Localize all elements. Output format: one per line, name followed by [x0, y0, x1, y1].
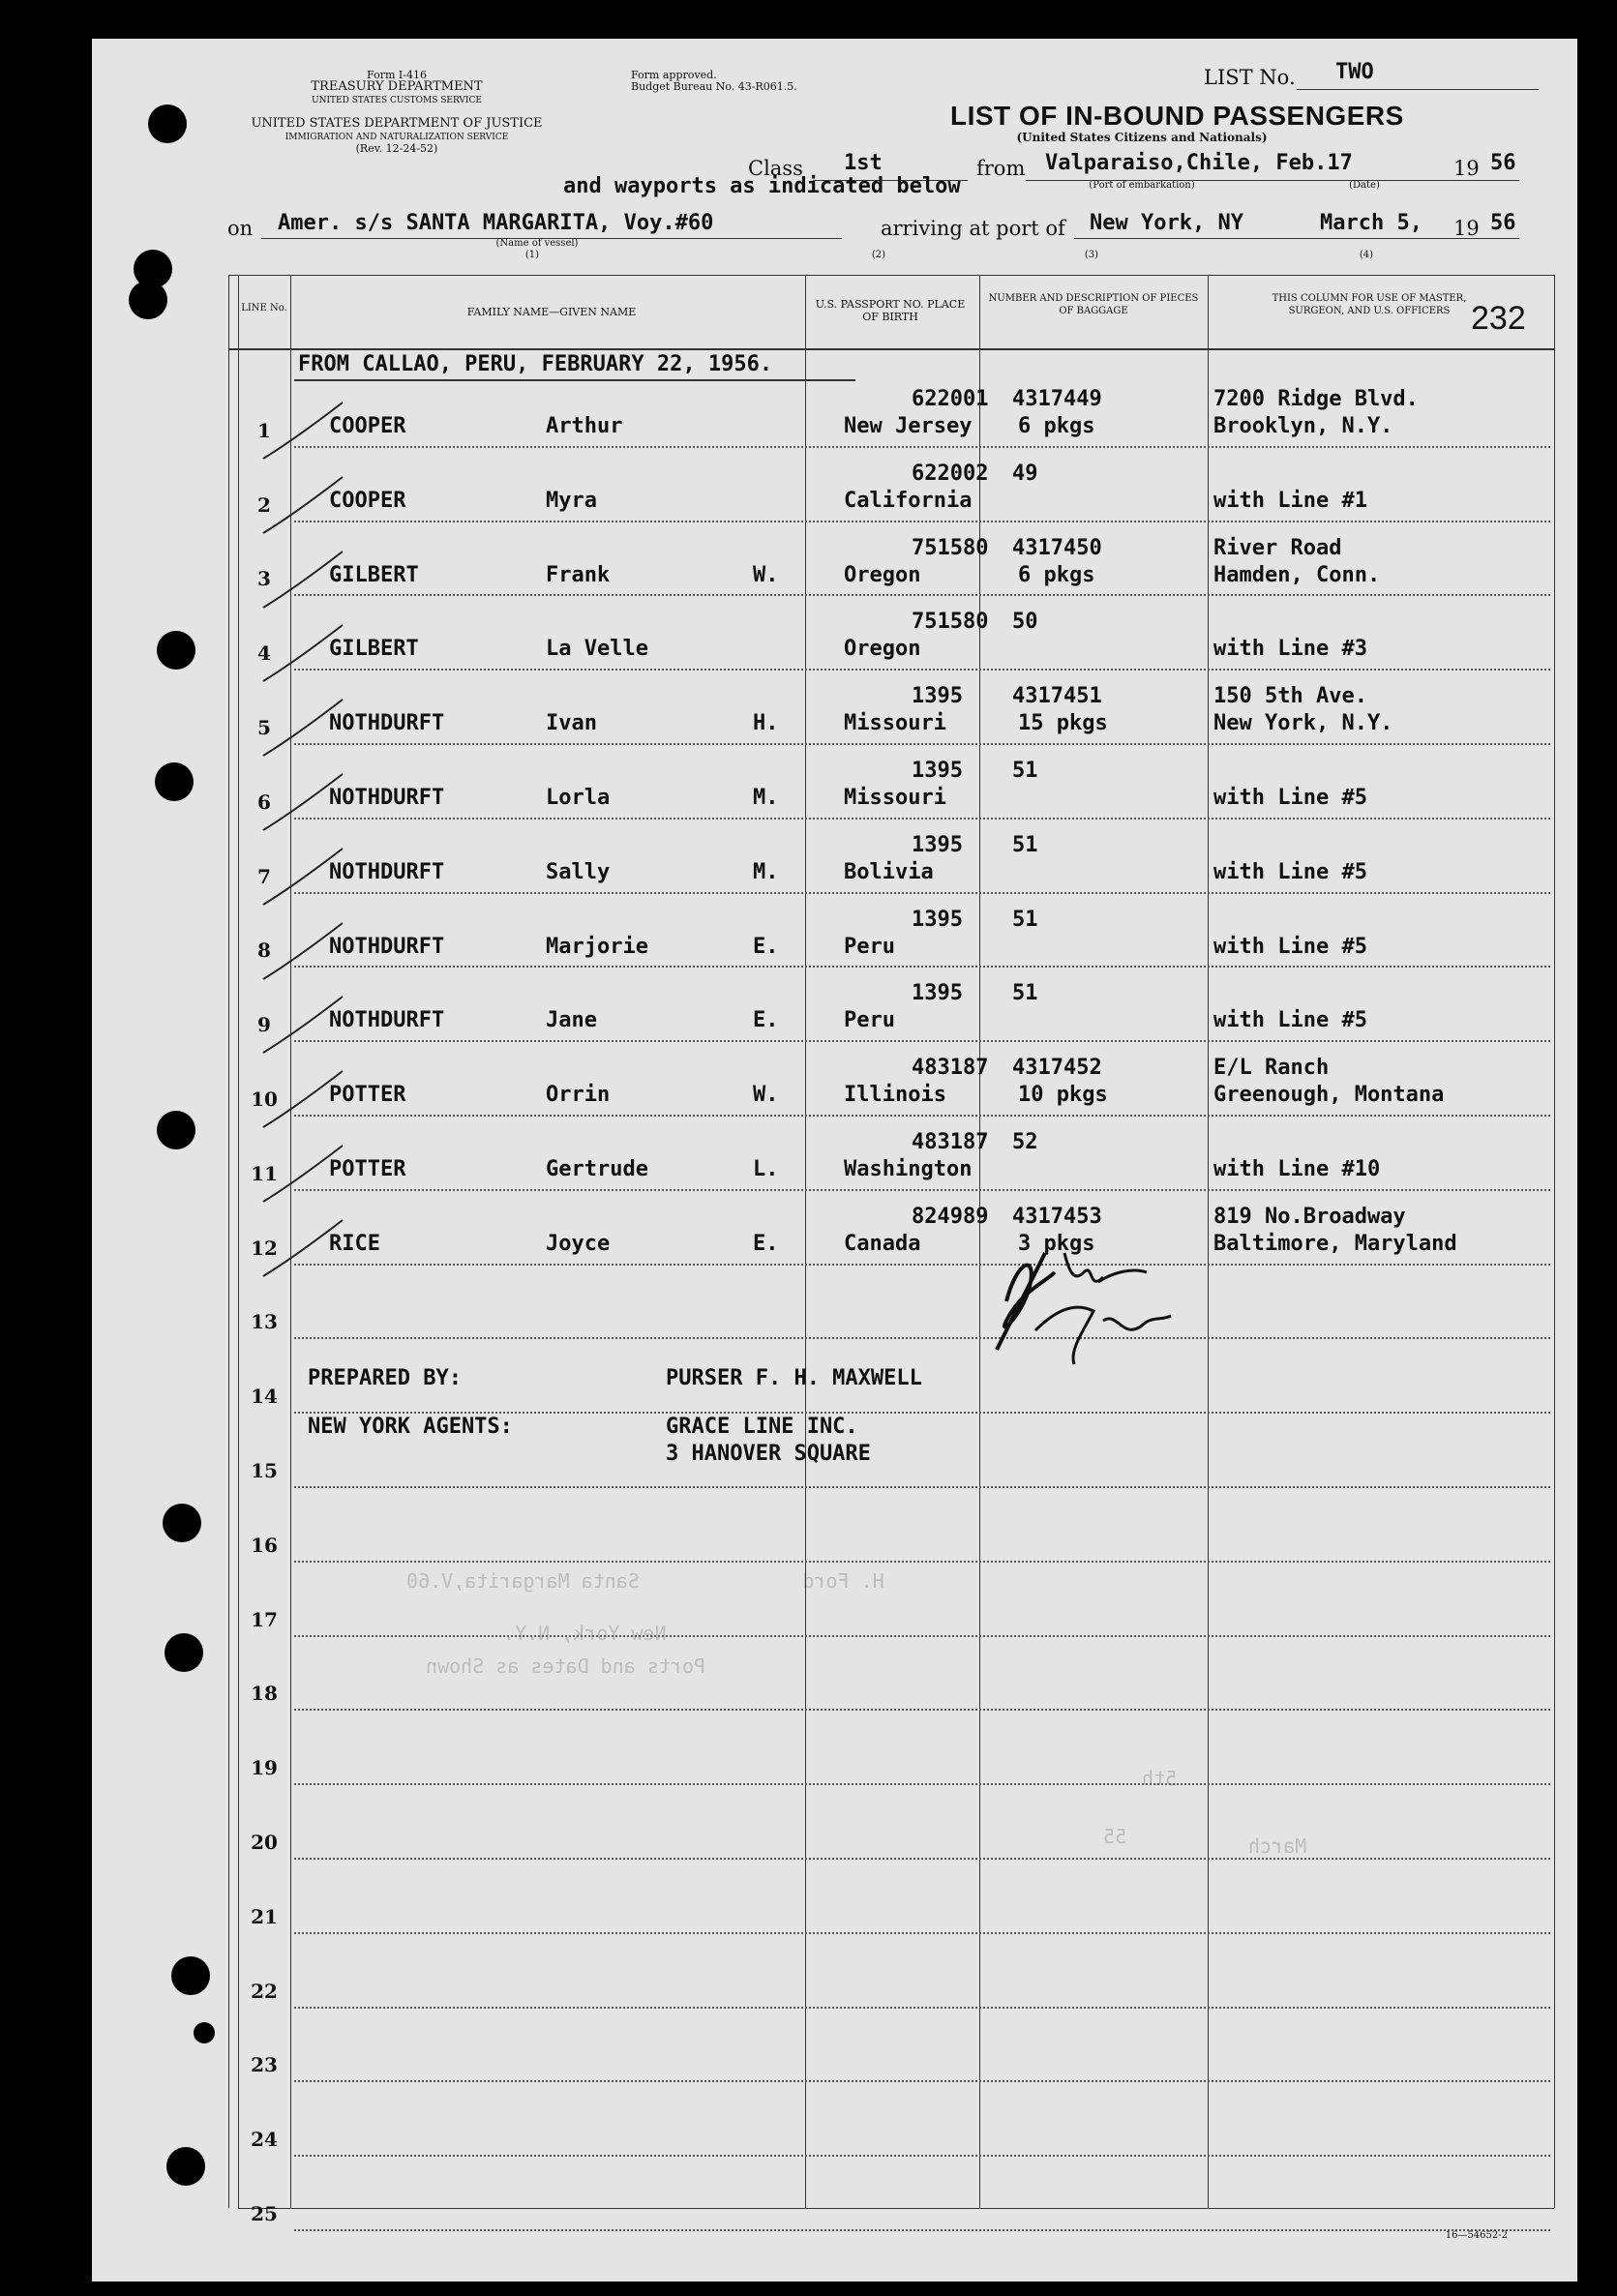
middle-initial: W. — [753, 562, 779, 587]
baggage-description: 6 pkgs — [1018, 562, 1095, 587]
page-number: 232 — [1471, 300, 1526, 337]
budget-bureau-number: Budget Bureau No. 43-R061.5. — [631, 80, 797, 93]
place-of-birth: Canada — [844, 1231, 921, 1256]
place-of-birth: Bolivia — [844, 859, 934, 884]
passport-number: 1395 — [912, 759, 963, 783]
place-of-birth: New Jersey — [844, 414, 973, 438]
column-line-no: LINE No. — [241, 303, 287, 313]
place-of-birth: California — [844, 488, 973, 513]
handwritten-signature — [977, 1214, 1181, 1379]
check-mark — [259, 619, 346, 687]
family-name: GILBERT — [329, 637, 419, 662]
family-name: POTTER — [329, 1157, 406, 1181]
line-number: 2 — [257, 492, 271, 517]
officer-remark-line-2: Brooklyn, N.Y. — [1213, 414, 1393, 438]
caption-4: (4) — [1359, 250, 1374, 260]
line-number: 7 — [257, 864, 271, 888]
column-officers: THIS COLUMN FOR USE OF MASTER, SURGEON, AND U.S. OFFICERS — [1272, 293, 1467, 316]
port-of-embarkation: Valparaiso,Chile, Feb.17 — [1045, 151, 1353, 175]
form-approved: Form approved. — [631, 69, 717, 81]
line-number: 19 — [251, 1756, 278, 1780]
wayports-note: and wayports as indicated below — [563, 174, 961, 198]
punch-hole — [157, 1111, 195, 1149]
punch-hole — [165, 1633, 203, 1672]
row-rule — [294, 1115, 1550, 1117]
check-mark — [259, 471, 346, 539]
vessel-caption: (Name of vessel) — [495, 238, 579, 249]
middle-initial: L. — [753, 1157, 779, 1181]
page-title: LIST OF IN-BOUND PASSENGERS — [950, 101, 1404, 131]
passport-number: 483187 — [912, 1130, 989, 1154]
arrival-date: March 5, — [1320, 211, 1422, 235]
given-name: Myra — [546, 488, 597, 513]
baggage-number: 4317449 — [1012, 387, 1102, 411]
port-embarkation-caption: (Port of embarkation) — [1089, 180, 1195, 191]
check-mark — [259, 991, 346, 1059]
passport-number: 1395 — [912, 907, 963, 932]
class-label: Class — [748, 157, 803, 180]
given-name: Joyce — [546, 1231, 611, 1256]
place-of-birth: Peru — [844, 934, 895, 959]
class-value: 1st — [844, 151, 883, 175]
line-number: 25 — [251, 2202, 278, 2225]
check-mark — [259, 1065, 346, 1133]
passport-number: 824989 — [912, 1204, 989, 1229]
middle-initial: E. — [753, 934, 779, 959]
from-label: from — [976, 157, 1026, 180]
baggage-number: 4317453 — [1012, 1204, 1102, 1229]
officer-remark-line-1: River Road — [1213, 535, 1342, 560]
baggage-description: 15 pkgs — [1018, 711, 1108, 736]
check-mark — [259, 768, 346, 836]
row-rule — [294, 1783, 1550, 1785]
given-name: Marjorie — [546, 934, 648, 959]
place-of-birth: Illinois — [844, 1083, 946, 1108]
prepared-by-value: PURSER F. H. MAXWELL — [666, 1366, 922, 1390]
row-rule — [294, 669, 1550, 671]
customs-service: UNITED STATES CUSTOMS SERVICE — [312, 96, 482, 105]
passport-number: 622002 — [912, 461, 989, 486]
given-name: Orrin — [546, 1083, 611, 1108]
row-rule — [294, 1486, 1550, 1488]
middle-initial: H. — [753, 711, 779, 736]
naturalization-service: IMMIGRATION AND NATURALIZATION SERVICE — [284, 133, 509, 142]
place-of-birth: Peru — [844, 1008, 895, 1033]
line-number: 1 — [257, 418, 271, 442]
given-name: Lorla — [546, 786, 611, 810]
punch-hole — [129, 281, 167, 319]
line-number: 13 — [251, 1310, 278, 1334]
passport-number: 751580 — [912, 535, 989, 560]
caption-1: (1) — [524, 250, 540, 260]
given-name: Gertrude — [546, 1157, 648, 1181]
row-rule — [294, 1858, 1550, 1860]
passport-number: 1395 — [912, 832, 963, 857]
row-rule — [294, 1264, 1550, 1266]
officer-remark-line-1: 150 5th Ave. — [1213, 684, 1367, 709]
baggage-number: 4317450 — [1012, 535, 1102, 560]
date-caption: (Date) — [1349, 180, 1380, 191]
line-number: 8 — [257, 939, 271, 963]
baggage-description: 6 pkgs — [1018, 414, 1095, 438]
given-name: Frank — [546, 562, 611, 587]
line-number: 4 — [257, 641, 271, 666]
family-name: POTTER — [329, 1083, 406, 1108]
family-name: COOPER — [329, 414, 406, 438]
family-name: RICE — [329, 1231, 380, 1256]
baggage-description: 3 pkgs — [1018, 1231, 1095, 1256]
passport-number: 622001 — [912, 387, 989, 411]
baggage-number: 4317451 — [1012, 684, 1102, 709]
check-mark — [259, 546, 346, 613]
line-number: 18 — [251, 1682, 278, 1706]
check-mark — [259, 1214, 346, 1282]
footer-code: 16—54652-2 — [1445, 2230, 1508, 2241]
section-note: FROM CALLAO, PERU, FEBRUARY 22, 1956. — [298, 352, 773, 376]
family-name: GILBERT — [329, 562, 419, 587]
line-number: 14 — [251, 1385, 278, 1409]
officer-remark-line-1: 819 No.Broadway — [1213, 1204, 1406, 1229]
officer-remark-line-2: with Line #5 — [1213, 934, 1367, 959]
column-baggage: NUMBER AND DESCRIPTION OF PIECES OF BAGGAGE — [988, 293, 1199, 316]
prepared-by-label: PREPARED BY: — [308, 1366, 462, 1390]
baggage-description: 10 pkgs — [1018, 1083, 1108, 1108]
officer-remark-line-2: with Line #5 — [1213, 859, 1367, 884]
line-number: 17 — [251, 1607, 278, 1631]
row-rule — [294, 1709, 1550, 1711]
agents-line-1: GRACE LINE INC. — [666, 1415, 858, 1439]
middle-initial: W. — [753, 1083, 779, 1108]
row-rule — [294, 743, 1550, 745]
line-number: 6 — [257, 790, 271, 814]
row-rule — [294, 2007, 1550, 2009]
baggage-number: 49 — [1012, 461, 1038, 486]
place-of-birth: Oregon — [844, 562, 921, 587]
check-mark — [259, 1140, 346, 1208]
family-name: NOTHDURFT — [329, 934, 445, 959]
given-name: Jane — [546, 1008, 597, 1033]
line-number: 21 — [251, 1904, 278, 1928]
check-mark — [259, 843, 346, 910]
punch-hole — [157, 631, 195, 670]
baggage-number: 52 — [1012, 1130, 1038, 1154]
line-number: 16 — [251, 1533, 278, 1557]
officer-remark-line-2: with Line #3 — [1213, 637, 1367, 662]
line-number: 10 — [251, 1088, 278, 1111]
passport-number: 751580 — [912, 610, 989, 635]
row-rule — [294, 2229, 1550, 2231]
given-name: Sally — [546, 859, 611, 884]
punch-hole — [148, 104, 187, 143]
page-subtitle: (United States Citizens and Nationals) — [1016, 131, 1268, 144]
baggage-number: 50 — [1012, 610, 1038, 635]
form-revision: (Rev. 12-24-52) — [355, 142, 438, 155]
place-of-birth: Missouri — [844, 786, 946, 810]
arrival-year: 56 — [1490, 211, 1516, 235]
family-name: NOTHDURFT — [329, 711, 445, 736]
punch-hole — [155, 762, 194, 801]
passport-number: 483187 — [912, 1056, 989, 1081]
officer-remark-line-2: with Line #1 — [1213, 488, 1367, 513]
passport-number: 1395 — [912, 981, 963, 1006]
from-year-prefix: 19 — [1453, 157, 1480, 180]
list-number: TWO — [1335, 60, 1374, 84]
row-rule — [294, 818, 1550, 820]
agents-line-2: 3 HANOVER SQUARE — [666, 1442, 871, 1466]
baggage-number: 51 — [1012, 907, 1038, 932]
vessel-name: Amer. s/s SANTA MARGARITA, Voy.#60 — [278, 211, 714, 235]
given-name: La Velle — [546, 637, 648, 662]
arriving-label: arriving at port of — [881, 217, 1065, 240]
punch-hole — [163, 1504, 201, 1542]
officer-remark-line-2: with Line #10 — [1213, 1157, 1381, 1181]
row-rule — [294, 594, 1550, 596]
check-mark — [259, 917, 346, 985]
caption-3: (3) — [1084, 250, 1099, 260]
row-rule — [294, 892, 1550, 894]
family-name: NOTHDURFT — [329, 786, 445, 810]
row-rule — [294, 1635, 1550, 1637]
officer-remark-line-2: New York, N.Y. — [1213, 711, 1393, 736]
line-number: 24 — [251, 2128, 278, 2152]
column-name: FAMILY NAME—GIVEN NAME — [466, 306, 637, 318]
arrival-year-prefix: 19 — [1453, 217, 1480, 240]
row-rule — [294, 521, 1550, 522]
arrival-port: New York, NY — [1090, 211, 1243, 235]
middle-initial: M. — [753, 786, 779, 810]
justice-department: UNITED STATES DEPARTMENT OF JUSTICE — [251, 116, 543, 131]
form-number: Form I-416 — [367, 69, 427, 81]
baggage-number: 51 — [1012, 981, 1038, 1006]
officer-remark-line-2: Hamden, Conn. — [1213, 562, 1381, 587]
row-rule — [294, 1337, 1550, 1339]
row-rule — [294, 1412, 1550, 1414]
passport-number: 1395 — [912, 684, 963, 709]
row-rule — [294, 2080, 1550, 2082]
from-year: 56 — [1490, 151, 1516, 175]
agents-label: NEW YORK AGENTS: — [308, 1415, 513, 1439]
line-number: 22 — [251, 1979, 278, 2003]
line-number: 15 — [251, 1459, 278, 1482]
punch-hole — [166, 2147, 205, 2186]
middle-initial: M. — [753, 859, 779, 884]
check-mark — [259, 397, 346, 464]
line-number: 9 — [257, 1013, 271, 1037]
middle-initial: E. — [753, 1231, 779, 1256]
baggage-number: 51 — [1012, 832, 1038, 857]
check-mark — [259, 694, 346, 761]
list-number-label: LIST No. — [1204, 66, 1296, 89]
caption-2: (2) — [871, 250, 886, 260]
treasury-department: TREASURY DEPARTMENT — [311, 79, 483, 94]
given-name: Ivan — [546, 711, 597, 736]
line-number: 20 — [251, 1831, 278, 1854]
row-rule — [294, 966, 1550, 968]
punch-hole — [171, 1956, 210, 1995]
officer-remark-line-2: Greenough, Montana — [1213, 1083, 1445, 1108]
column-passport: U.S. PASSPORT NO. PLACE OF BIRTH — [815, 298, 966, 323]
middle-initial: E. — [753, 1008, 779, 1033]
line-number: 11 — [251, 1161, 278, 1185]
line-number: 3 — [257, 567, 271, 591]
place-of-birth: Washington — [844, 1157, 973, 1181]
officer-remark-line-1: E/L Ranch — [1213, 1056, 1330, 1081]
row-rule — [294, 1561, 1550, 1563]
row-rule — [294, 446, 1550, 448]
baggage-number: 4317452 — [1012, 1056, 1102, 1081]
family-name: NOTHDURFT — [329, 859, 445, 884]
row-rule — [294, 1189, 1550, 1191]
baggage-number: 51 — [1012, 759, 1038, 783]
on-label: on — [227, 217, 254, 240]
family-name: COOPER — [329, 488, 406, 513]
officer-remark-line-2: with Line #5 — [1213, 786, 1367, 810]
row-rule — [294, 1040, 1550, 1042]
officer-remark-line-2: Baltimore, Maryland — [1213, 1231, 1457, 1256]
line-number: 5 — [257, 716, 271, 739]
family-name: NOTHDURFT — [329, 1008, 445, 1033]
place-of-birth: Oregon — [844, 637, 921, 662]
row-rule — [294, 1932, 1550, 1934]
punch-hole — [194, 2022, 215, 2043]
row-rule — [294, 2155, 1550, 2157]
line-number: 23 — [251, 2053, 278, 2077]
officer-remark-line-1: 7200 Ridge Blvd. — [1213, 387, 1419, 411]
officer-remark-line-2: with Line #5 — [1213, 1008, 1367, 1033]
line-number: 12 — [251, 1236, 278, 1260]
place-of-birth: Missouri — [844, 711, 946, 736]
given-name: Arthur — [546, 414, 623, 438]
